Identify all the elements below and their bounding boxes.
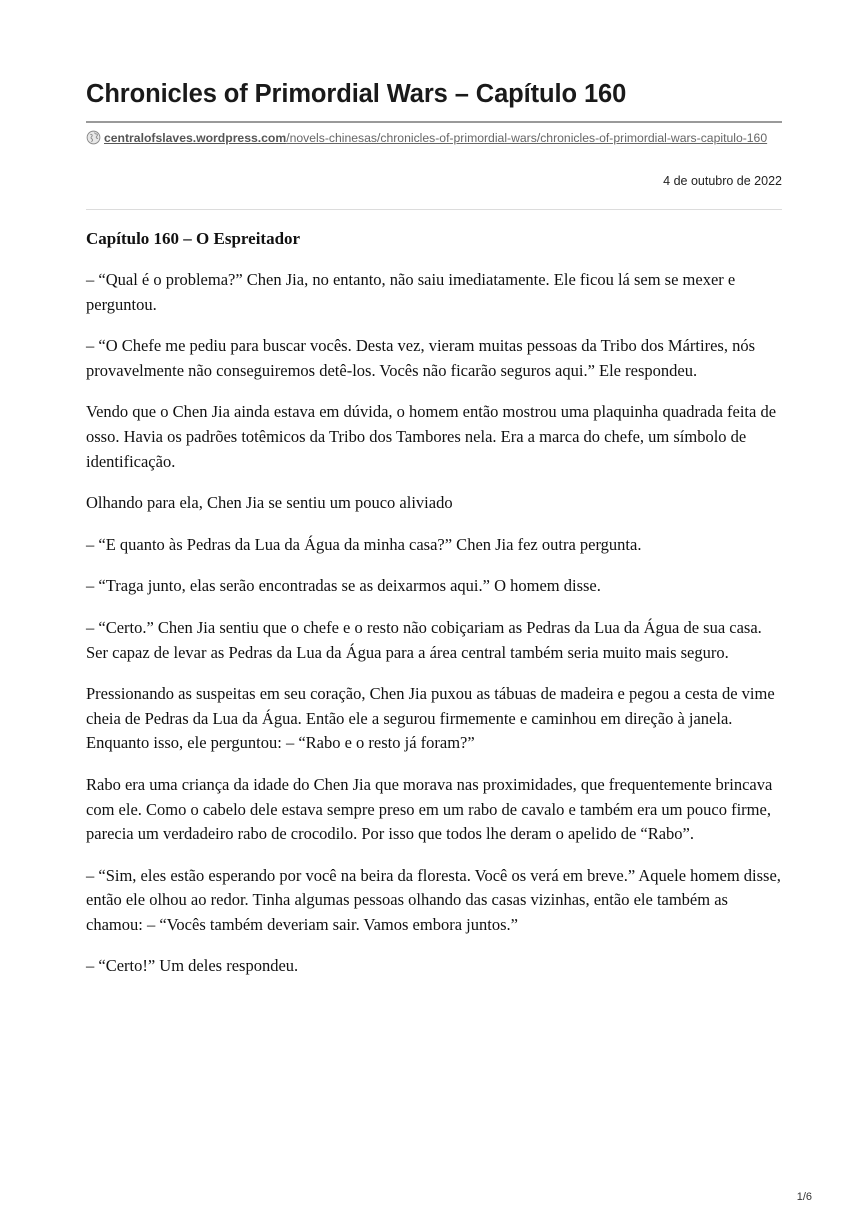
header-divider <box>86 209 782 210</box>
source-path-link[interactable]: /novels-chinesas/chronicles-of-primordial-wars/chronicles-of-primordial-wars-capitulo-160 <box>286 131 768 145</box>
paragraph: – “E quanto às Pedras da Lua da Água da minha casa?” Chen Jia fez outra pergunta. <box>86 534 642 554</box>
article-body <box>86 227 786 996</box>
paragraph: – “Qual é o problema?” Chen Jia, no entanto, não saiu imediatamente. Ele ficou lá sem se mexer e perguntou. <box>86 270 736 314</box>
paragraph: – “O Chefe me pediu para buscar vocês. Desta vez, vieram muitas pessoas da Tribo dos Mártires, nós provavelmente não conseguiremos detê-los. Vocês não ficarão seguros aqui.” Ele respondeu. <box>86 336 755 380</box>
paragraph: – “Certo!” Um deles respondeu. <box>86 956 299 976</box>
paragraph: – “Certo.” Chen Jia sentiu que o chefe e o resto não cobiçariam as Pedras da Lua da Água de sua casa. Ser capaz de levar as Pedras da Lua da Água para a área central também seria muito mais seguro. <box>86 617 762 662</box>
page-number: 1/6 <box>796 1191 812 1203</box>
source-url[interactable] <box>86 129 776 147</box>
page-title: Chronicles of Primordial Wars – Capítulo 160 <box>86 80 627 108</box>
paragraph: Rabo era uma criança da idade do Chen Jia que morava nas proximidades, que frequentemente brincava com ele. Como o cabelo dele estava sempre preso em um rabo de cavalo e também era um pouco firme, parecia um verdadeiro rabo de crocodilo. Por isso que todos lhe deram o apelido de “Rabo”. <box>86 774 773 844</box>
publish-date: 4 de outubro de 2022 <box>663 174 782 188</box>
paragraph: Pressionando as suspeitas em seu coração, Chen Jia puxou as tábuas de madeira e pegou a cesta de vime cheia de Pedras da Lua da Água. Então ele a segurou firmemente e caminhou em direção à janela. Enquanto isso, ele perguntou: – “Rabo e o resto já foram?” <box>86 684 775 753</box>
source-domain-link[interactable]: centralofslaves.wordpress.com <box>104 131 287 145</box>
globe-icon <box>86 130 101 145</box>
paragraph: – “Sim, eles estão esperando por você na beira da floresta. Você os verá em breve.” Aquele homem disse, então ele olhou ao redor. Tinha algumas pessoas olhando das casas vizinhas, então ele também as chamou: – “Vocês também deveriam sair. Vamos embora juntos.” <box>86 865 781 934</box>
title-divider <box>86 121 782 123</box>
paragraph: Olhando para ela, Chen Jia se sentiu um pouco aliviado <box>86 493 453 513</box>
paragraph: Vendo que o Chen Jia ainda estava em dúvida, o homem então mostrou uma plaquinha quadrada feita de osso. Havia os padrões totêmicos da Tribo dos Tambores nela. Era a marca do chefe, um símbolo de identificação. <box>86 402 777 471</box>
paragraph: – “Traga junto, elas serão encontradas se as deixarmos aqui.” O homem disse. <box>86 576 601 596</box>
chapter-heading: Capítulo 160 – O Espreitador <box>86 229 301 248</box>
